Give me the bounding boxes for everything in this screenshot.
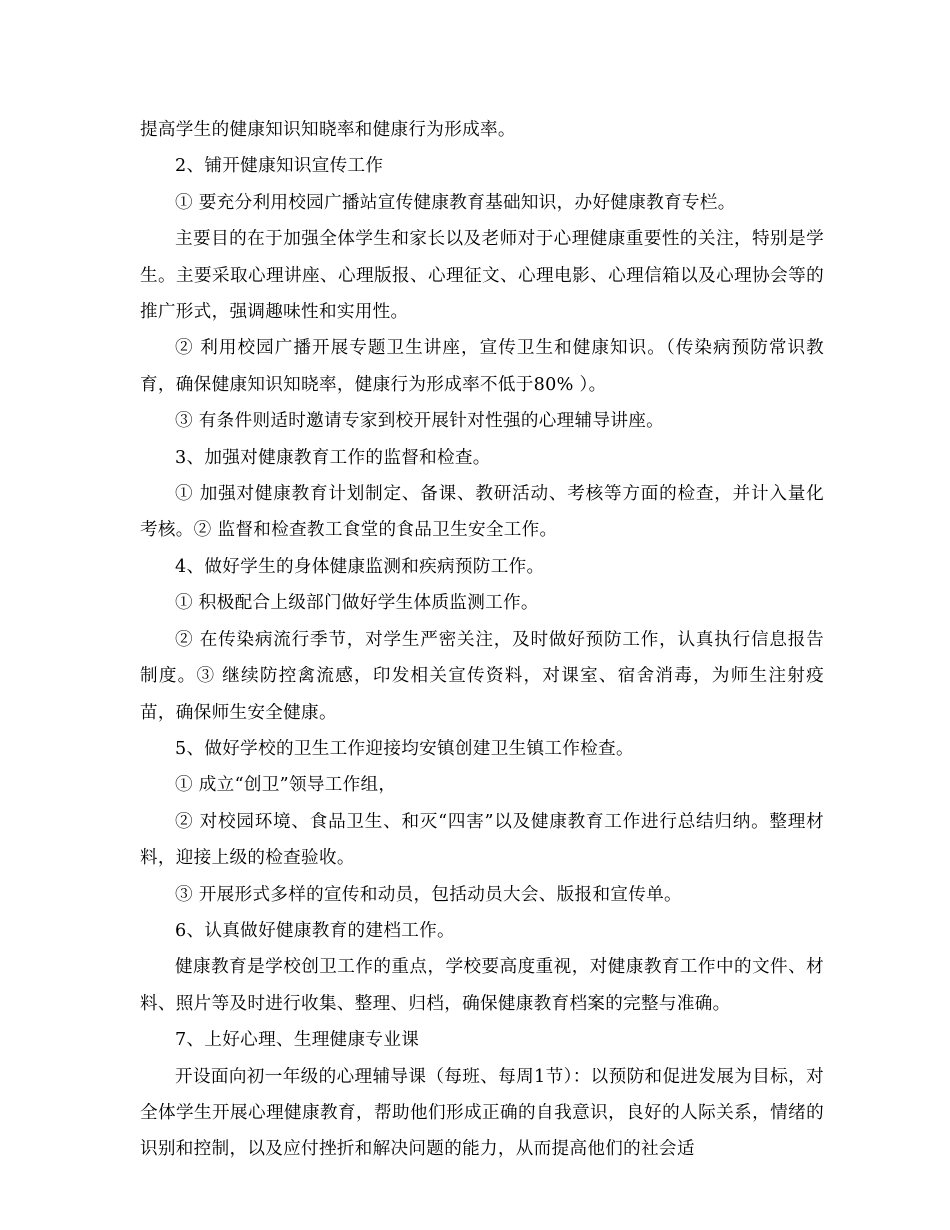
list-item-5-1: ① 成立“创卫”领导工作组，: [175, 775, 397, 796]
list-item-4-1: ① 积极配合上级部门做好学生体质监测工作。: [175, 593, 539, 614]
list-item-2-1: ① 要充分利用校园广播站宣传健康教育基础知识，办好健康教育专栏。: [175, 192, 736, 213]
section-heading-2: 2、铺开健康知识宣传工作: [175, 156, 384, 177]
section-heading-3: 3、加强对健康教育工作的监督和检查。: [175, 447, 491, 468]
paragraph-purpose: 主要目的在于加强全体学生和家长以及老师对于心理健康重要性的关注，特别是学生。主要采取心理讲座、心理版报、心理征文、心理电影、心理信箱以及心理协会等的推广形式，强调趣味性和实用性。: [140, 229, 824, 323]
list-item-2-3: ③ 有条件则适时邀请专家到校开展针对性强的心理辅导讲座。: [175, 411, 665, 432]
section-heading-4: 4、做好学生的身体健康监测和疾病预防工作。: [175, 556, 545, 577]
document-page: [140, 112, 824, 1168]
paragraph-counseling: 开设面向初一年级的心理辅导课（每班、每周1节）：以预防和促进发展为目标，对全体学生开展心理健康教育，帮助他们形成正确的自我意识，良好的人际关系，情绪的识别和控制，以及应付挫折和解决问题的能力，从而提高他们的社会适: [140, 1066, 824, 1160]
list-item-2-2: ② 利用校园广播开展专题卫生讲座，宣传卫生和健康知识。（传染病预防常识教育，确保健康知识知晓率，健康行为形成率不低于80% ）。: [140, 338, 824, 395]
list-item-4-2: ② 在传染病流行季节，对学生严密关注，及时做好预防工作，认真执行信息报告制度。③ 继续防控禽流感，印发相关宣传资料，对课室、宿舍消毒，为师生注射疫苗，确保师生安全健康。: [140, 629, 824, 723]
list-item-3-1: ① 加强对健康教育计划制定、备课、教研活动、考核等方面的检查，并计入量化考核。② 监督和检查教工食堂的食品卫生安全工作。: [140, 484, 824, 541]
paragraph-archiving: 健康教育是学校创卫工作的重点，学校要高度重视，对健康教育工作中的文件、材料、照片等及时进行收集、整理、归档，确保健康教育档案的完整与准确。: [140, 957, 824, 1014]
list-item-5-2: ② 对校园环境、食品卫生、和灭“四害”以及健康教育工作进行总结归纳。整理材料，迎接上级的检查验收。: [140, 811, 824, 869]
list-item-5-3: ③ 开展形式多样的宣传和动员，包括动员大会、版报和宣传单。: [175, 884, 682, 905]
paragraph-1: 提高学生的健康知识知晓率和健康行为形成率。: [140, 120, 516, 140]
section-heading-5: 5、做好学校的卫生工作迎接均安镇创建卫生镇工作检查。: [175, 738, 634, 759]
section-heading-7: 7、上好心理、生理健康专业课: [175, 1030, 420, 1051]
section-heading-6: 6、认真做好健康教育的建档工作。: [175, 920, 455, 941]
